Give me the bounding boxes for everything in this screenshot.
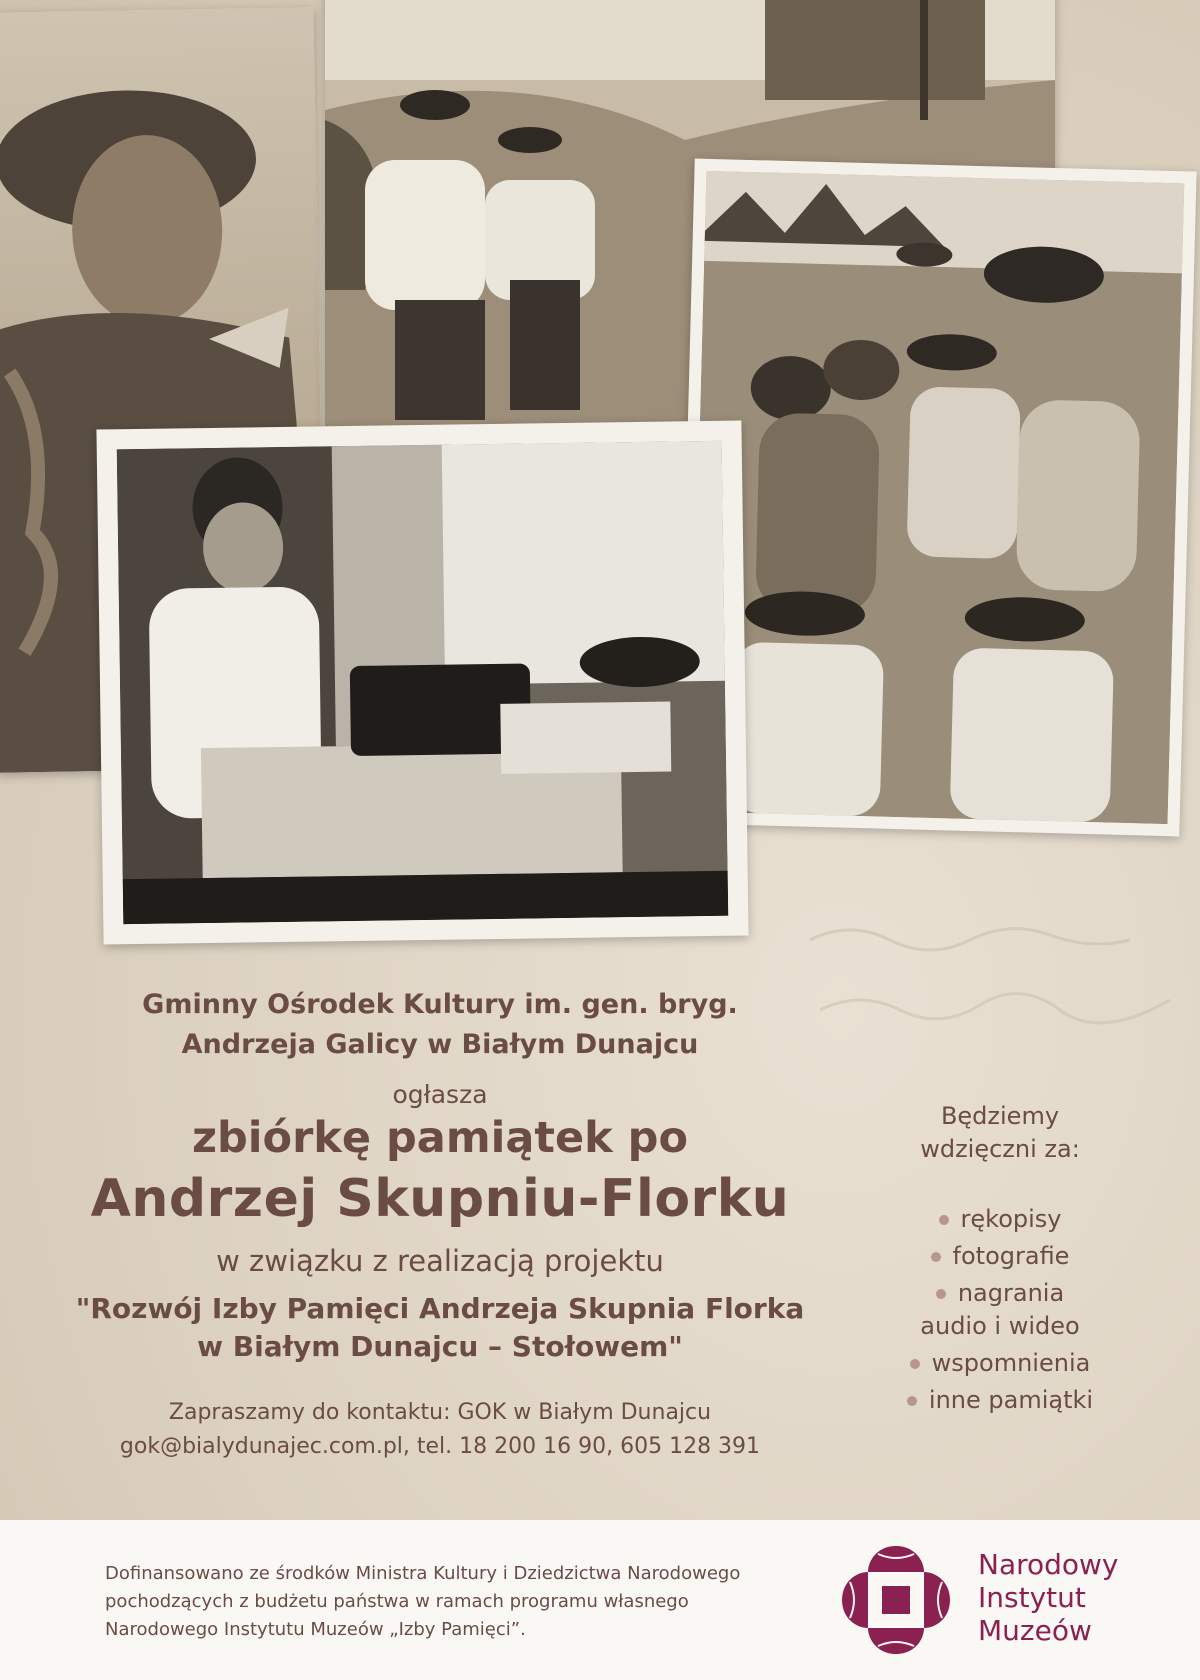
bullet-icon <box>910 1359 920 1369</box>
side-heading-line1: Będziemy <box>940 1102 1060 1130</box>
logo-line2: Instytut <box>978 1581 1086 1614</box>
photo-group-meadow <box>677 159 1196 837</box>
nim-logo-name <box>978 1548 1178 1647</box>
side-heading-line2: wdzięczni za: <box>920 1135 1080 1163</box>
context-text: w związku z realizacją projektu <box>216 1244 664 1278</box>
list-item: fotografie <box>880 1240 1120 1273</box>
side-heading <box>880 1100 1120 1166</box>
list-item: wspomnienia <box>880 1347 1120 1380</box>
list-item: rękopisy <box>880 1203 1120 1236</box>
headline-person: Andrzej Skupniu-Florku <box>90 1169 790 1229</box>
announces-text: ogłasza <box>392 1080 488 1109</box>
photo-man-typewriter <box>96 421 748 945</box>
bullet-icon <box>939 1215 949 1225</box>
nim-logo-icon <box>838 1542 954 1658</box>
organization-line1: Gminny Ośrodek Kultury im. gen. bryg. <box>142 989 738 1020</box>
list-item: nagrania audio i wideo <box>920 1279 1080 1340</box>
project-title <box>60 1290 820 1366</box>
list-item: inne pamiątki <box>880 1384 1120 1417</box>
group-illustration <box>690 171 1185 824</box>
handwriting-texture <box>790 880 1200 1080</box>
funding-notice <box>105 1560 805 1644</box>
logo-line3: Muzeów <box>978 1614 1092 1647</box>
side-list <box>880 1203 1120 1421</box>
funding-line1: Dofinansowano ze środków Ministra Kultury i Dziedzictwa Narodowego <box>105 1563 741 1584</box>
bullet-icon <box>931 1252 941 1262</box>
contact-info <box>60 1396 820 1464</box>
organization-name <box>60 985 820 1065</box>
typewriter-illustration <box>117 441 729 924</box>
bullet-icon <box>936 1289 946 1299</box>
footer <box>0 1520 1200 1680</box>
bullet-icon <box>907 1396 917 1406</box>
contact-line2[interactable]: gok@bialydunajec.com.pl, tel. 18 200 16 90, 605 128 391 <box>119 1434 761 1459</box>
funding-line2: pochodzących z budżetu państwa w ramach programu własnego <box>105 1591 689 1612</box>
funding-line3: Narodowego Instytutu Muzeów „Izby Pamięci”. <box>105 1619 526 1640</box>
project-line2: w Białym Dunajcu – Stołowem" <box>197 1330 683 1363</box>
project-line1: "Rozwój Izby Pamięci Andrzeja Skupnia Florka <box>75 1292 805 1325</box>
logo-line1: Narodowy <box>978 1548 1119 1581</box>
contact-line1: Zapraszamy do kontaktu: GOK w Białym Dunajcu <box>168 1400 712 1425</box>
organization-line2: Andrzeja Galicy w Białym Dunajcu <box>181 1029 699 1060</box>
headline-collection: zbiórkę pamiątek po <box>192 1113 688 1163</box>
